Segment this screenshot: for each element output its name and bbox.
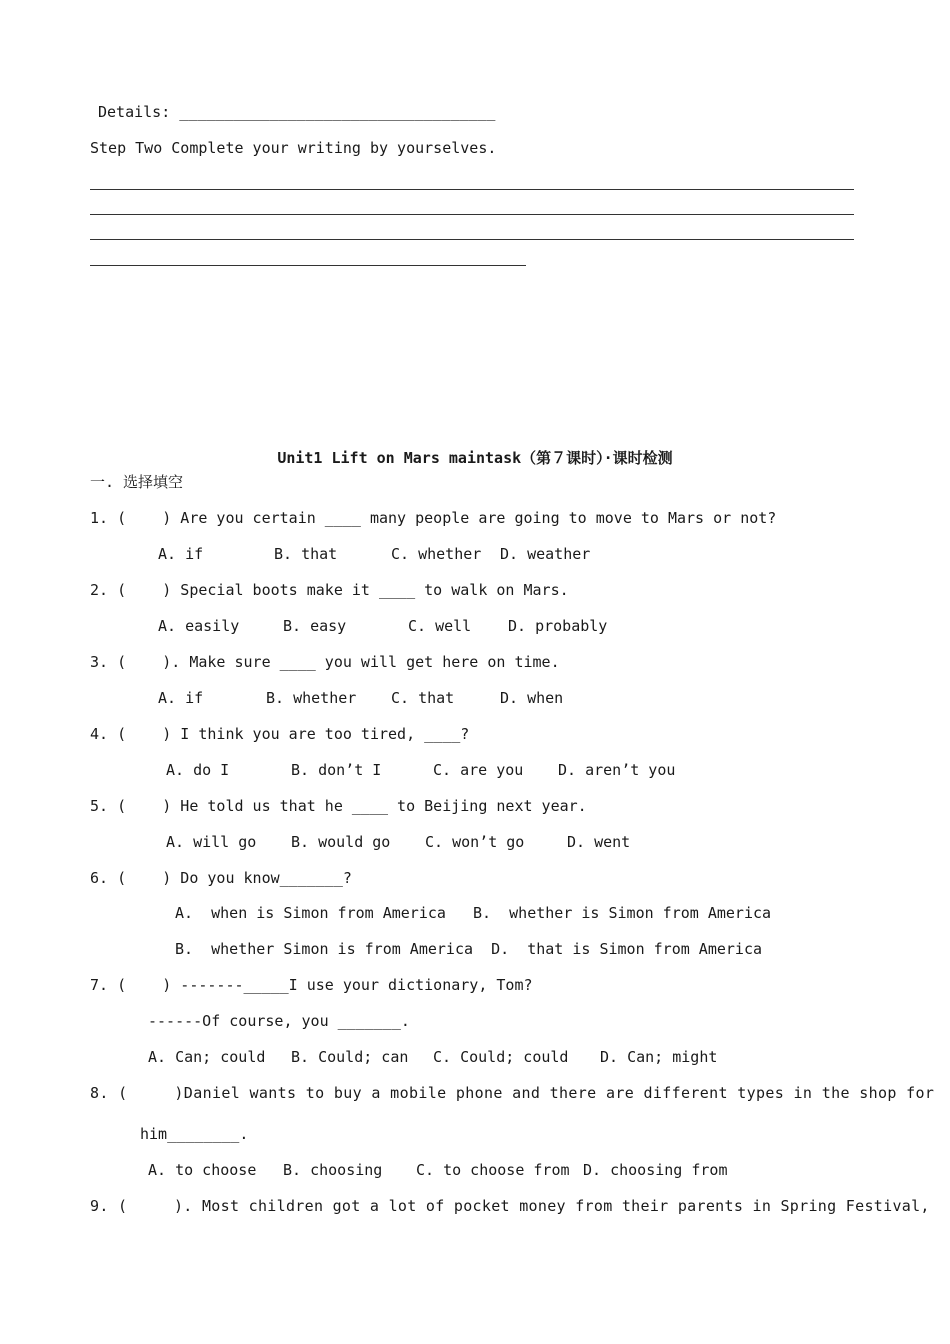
writing-line-2 (90, 214, 854, 215)
question-4-stem: 4. ( ) I think you are too tired, ____? (90, 725, 470, 743)
q5-option-a: A. will go (166, 833, 257, 851)
q8-option-b: B. choosing (283, 1161, 383, 1179)
q2-option-a: A. easily (158, 617, 240, 635)
writing-line-3 (90, 239, 854, 240)
writing-line-4 (90, 265, 526, 266)
q8-option-a: A. to choose (148, 1161, 257, 1179)
q1-option-d: D. weather (500, 545, 591, 563)
question-2-stem: 2. ( ) Special boots make it ____ to walk on Mars. (90, 581, 569, 599)
q4-option-b: B. don’t I (291, 761, 382, 779)
q5-option-c: C. won’t go (425, 833, 525, 851)
q4-option-c: C. are you (433, 761, 524, 779)
q2-option-b: B. easy (283, 617, 347, 635)
page-title: Unit1 Lift on Mars maintask（第７课时）·课时检测 (277, 449, 673, 467)
q4-option-d: D. aren’t you (558, 761, 676, 779)
q5-option-b: B. would go (291, 833, 391, 851)
q7-option-d: D. Can; might (600, 1048, 718, 1066)
q8-option-c: C. to choose from (416, 1161, 570, 1179)
q7-option-b: B. Could; can (291, 1048, 409, 1066)
q7-option-c: C. Could; could (433, 1048, 569, 1066)
q2-option-c: C. well (408, 617, 472, 635)
question-9-stem: 9. ( ). Most children got a lot of pocket money from their parents in Spring Festival, (90, 1197, 930, 1215)
q3-option-c: C. that (391, 689, 455, 707)
question-6-stem: 6. ( ) Do you know_______? (90, 869, 352, 887)
q3-option-d: D. when (500, 689, 564, 707)
q3-option-a: A. if (158, 689, 204, 707)
question-3-stem: 3. ( ). Make sure ____ you will get here on time. (90, 653, 560, 671)
q2-option-d: D. probably (508, 617, 608, 635)
q1-option-c: C. whether (391, 545, 482, 563)
section-heading: 一. 选择填空 (90, 473, 184, 491)
details-line: Details: ___________________________________ (98, 103, 496, 121)
q8-continuation: him________. (140, 1125, 249, 1143)
q6-options-row-1: A. when is Simon from America B. whether is Simon from America (175, 904, 772, 922)
q7-option-a: A. Can; could (148, 1048, 266, 1066)
question-8-stem: 8. ( )Daniel wants to buy a mobile phone and there are different types in the shop for (90, 1084, 935, 1102)
q5-option-d: D. went (567, 833, 631, 851)
q6-options-row-2: B. whether Simon is from America D. that is Simon from America (175, 940, 762, 958)
question-7-stem: 7. ( ) -------_____I use your dictionary, Tom? (90, 976, 533, 994)
q4-option-a: A. do I (166, 761, 230, 779)
step-two-instruction: Step Two Complete your writing by yourselves. (90, 139, 497, 157)
writing-line-1 (90, 189, 854, 190)
q3-option-b: B. whether (266, 689, 357, 707)
q1-option-b: B. that (274, 545, 338, 563)
question-1-stem: 1. ( ) Are you certain ____ many people are going to move to Mars or not? (90, 509, 777, 527)
q8-option-d: D. choosing from (583, 1161, 728, 1179)
q1-option-a: A. if (158, 545, 204, 563)
question-5-stem: 5. ( ) He told us that he ____ to Beijing next year. (90, 797, 587, 815)
q7-reply: ------Of course, you _______. (148, 1012, 410, 1030)
